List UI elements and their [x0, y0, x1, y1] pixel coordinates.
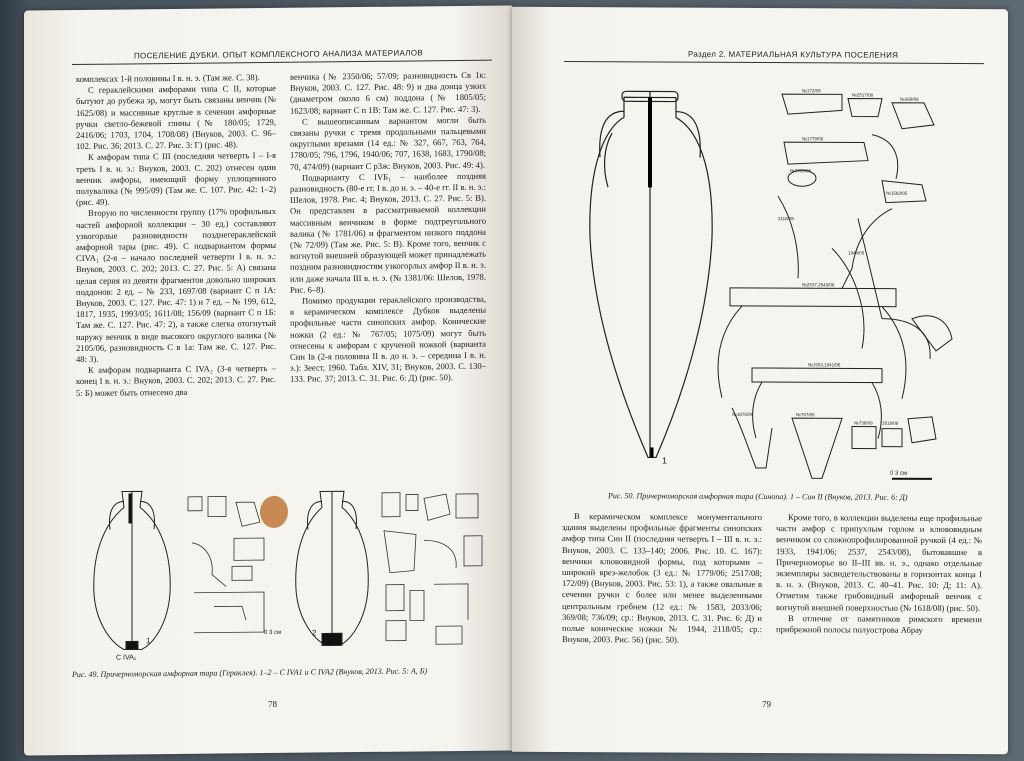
tag: №1779/06	[802, 136, 824, 142]
figure-49-amphorae	[64, 480, 494, 665]
tag: №736/09	[854, 420, 873, 426]
fragment-drawings	[718, 94, 952, 479]
paragraph: С гераклейскими амфорами типа С II, которые бытуют до рубежа эр, могут быть связаны венчик (№ 1625/08) и массивные круглые в сечении амфорные ручки светло-бежевой глины (№ 180/05; 1729, 2416/06; 1703, 1704, 1708/08) (Внуков, 2003. С. 96–102. Рис. 36; 2013. С. 27. Рис. 3: Г) (рис. 48).	[76, 83, 276, 152]
fig-type-label: C IVA₁	[116, 654, 137, 662]
paragraph: В керамическом комплексе монументального здания выделены профильные фрагменты синопских амфор типа Син II (последняя четверть I – III в. н. э.: Внуков, 2003. С. 133–140; 2006. Рис. 10. С. 167): венчики клювовидной формы, под которыми – широкий врез-желобок (3 ед.: № 1779/06; 2517/08; 172/09) (Внуков, 2003. Рис. 53: 1), а также овальные в сечении ручки с более или менее выделенными центральным гребнем (12 ед.: № 1583, 2033/06; 369/08; 736/09; ср.: Внуков, 2013. С. 31. Рис. 6: Д) и полые конические ножки № 1944, 2118/05; ср.: Внуков, 2003. Рис. 56) (рис. 50).	[562, 511, 762, 645]
paragraph: В отличие от памятников римского времени прибрежной полосы полуострова Абрау	[776, 612, 982, 635]
tag: №2033/06	[790, 168, 812, 174]
tag: №369/06	[900, 96, 919, 102]
tag: №1933,1941/06	[808, 362, 841, 368]
tag: №767/05	[796, 412, 815, 418]
header-rule	[72, 60, 492, 65]
paragraph: Вторую по численности группу (17% профильных частей амфорной коллекции – 30 ед.) составляют узкогорлые разновидности позднегераклейской амфорной тары (рис. 49). С подвариантом формы CIVA₁ (2-я – начало последней четверти I в. н. э.: Внуков, 2003. С. 202; 2013. С. 27. Рис. 5: А) связана целая серия из девяти фрагментов довольно широких поддонов: 2 ед. – № 233, 1697/08 (вариант С п 1А: Внуков, 2003. С. 127. Рис. 47: 1) и 7 ед. – № 199, 612, 1817, 1935, 1993/05; 1611/08; 156/09 (вариант С п 1Б: Там же. С. 127. Рис. 47: 2), а также слегка отогнутый наружу венчик в виде высокого округлого валика (№ 2105/06, разновидность С в 1а: Там же. С. 127. Рис. 48: 3).	[76, 206, 276, 365]
paragraph: Помимо продукции гераклейского производства, в керамическом комплексе Дубков выделены профильные части синопских амфор. Конические ножки (2 ед.: № 767/05; 1075/09) могут быть отнесены к амфорам с крученой ножкой (варианта Син Iв (2-я половина II в. до н. э. – середина I в. н. э.): Зеест, 1960. Табл. XIV, 31; Внуков, 2003. С. 130–133. Рис. 37; 2013. С. 31. Рис. 6: Д) (рис. 50).	[290, 293, 486, 385]
figure-50-caption: Рис. 50. Причерноморская амфорная тара (Синопа). 1 – Син II (Внуков, 2013. Рис. 6: Д)	[608, 491, 908, 502]
tag: №1583/05	[886, 190, 908, 196]
catalog-tags	[732, 88, 919, 426]
fig-number: 1	[662, 455, 668, 466]
amphora-drawing	[94, 491, 170, 650]
paragraph: К амфорам типа С III (последняя четверть I – I-я треть I в. н. э.: Внуков, 2003. С. 202) отнесен один венчик амфоры, имеющий форму уплощенного полувалика (№ 995/09) (Там же. С. 107. Рис. 42: 1–2) (рис. 49).	[76, 150, 276, 208]
tag: №1675/09	[732, 411, 754, 417]
paragraph: Подварианту С IVБ₁ – наиболее поздняя разновидность (80-е гг. I в. до н. э. – 40-е гг. II в. н. э.: Шелов, 1978. Рис. 4; Внуков, 2013. С. 27. Рис. 5: В). Он представлен в рассматриваемой коллекции массивным венчиком в форме подтреугольного валика (№ 1781/06) и фрагментом низкого поддона (№ 72/09) (Там же. Рис. 5: В). Кроме того, венчик с вогнутой внешней образующей может принадлежать поздним разновидностям узкогорлых амфор II в. н. э. или даже начала III в. н. э. (№ 1381/06: Шелов, 1978. Рис. 6–8).	[290, 170, 486, 295]
figure-50-amphorae	[552, 67, 992, 489]
left-page	[24, 5, 512, 755]
right-page	[512, 7, 1008, 755]
right-running-head: Раздел 2. МАТЕРИАЛЬНАЯ КУЛЬТУРА ПОСЕЛЕНИЯ	[688, 49, 899, 60]
left-running-head: ПОСЕЛЕНИЕ ДУБКИ. ОПЫТ КОМПЛЕКСНОГО АНАЛИЗА МАТЕРИАЛОВ	[134, 48, 424, 61]
header-rule	[564, 61, 984, 64]
left-column-2	[290, 70, 486, 386]
right-column-1	[562, 511, 762, 646]
paragraph: комплексах 1-й половины I в. н. э. (Там же. С. 38).	[76, 72, 260, 85]
figure-49-caption: Рис. 49. Причерноморская амфорная тара (Гераклея). 1–2 – С IVA1 и С IVA2 (Внуков, 2013. Рис. 5: А, Б)	[72, 666, 428, 680]
amphora-drawing	[590, 91, 712, 458]
tag: 2118/05	[778, 216, 794, 222]
tag: №2517/08	[852, 92, 874, 98]
tag: №172/09	[802, 88, 821, 94]
paragraph: К амфорам подварианта С IVA₂ (3-я четверть – конец I в. н. э.: Внуков, 2003. С. 202; 2013. С. 27. Рис. 5: Б) может быть отнесено два	[76, 363, 276, 398]
scale-label: 0 3 см	[264, 629, 282, 637]
scale-label: 0 3 см	[890, 470, 908, 477]
fig-number: 2	[312, 628, 317, 638]
fragment-drawings	[382, 492, 482, 645]
right-column-2	[776, 512, 982, 636]
amphora-drawing	[296, 491, 369, 646]
tag: 1944/05	[848, 250, 865, 256]
paragraph: С вышеописанным вариантом могли быть связаны ручки с тремя продольными пальцевыми округлыми врезами (14 ед.: № 327, 667, 763, 764, 1780/05; 796, 1796, 1940/06; 707, 1638, 1683, 1790/08; 70, 474/09) (вариант С р3ж: Внуков, 2003. Рис. 49: 4).	[290, 114, 486, 172]
paragraph: Кроме того, в коллекции выделены еще профильные части амфор с припухлым горлом и клювовидным венчиком со сложнопрофилированной ручкой (4 ед.: № 1933, 1941/06; 2537, 2543/08), бытовавшие в Причерноморье во II–III вв. н. э., однако отдельные экземпляры засвидетельствованы в горизонтах конца I в. н. э. (Внуков, 2013. С. 40–41. Рис. 10: Д; 11: А). Отметим также грибовидный амфорный венчик с вогнутой внешней поверхностью (№ 1618/08) (рис. 50).	[776, 512, 982, 613]
left-column-1	[76, 72, 276, 399]
paragraph: венчика (№ 2350/06; 57/09; разновидность Св 1к: Внуков, 2003. С. 127. Рис. 48: 9) и два донца узких (диаметром около 6 см) поддона (№ 1805/05; 1623/08; вариант С п 1В: Там же. С. 127. Рис. 47: 3).	[290, 69, 486, 116]
left-page-number: 78	[268, 698, 277, 709]
tag: №2537,2543/08	[802, 282, 835, 288]
fig-number: 1	[146, 636, 151, 646]
photo-fragment	[260, 496, 288, 528]
tag: 1618/08	[882, 420, 899, 426]
fragment-drawings	[188, 496, 264, 633]
right-page-number: 79	[762, 699, 771, 710]
